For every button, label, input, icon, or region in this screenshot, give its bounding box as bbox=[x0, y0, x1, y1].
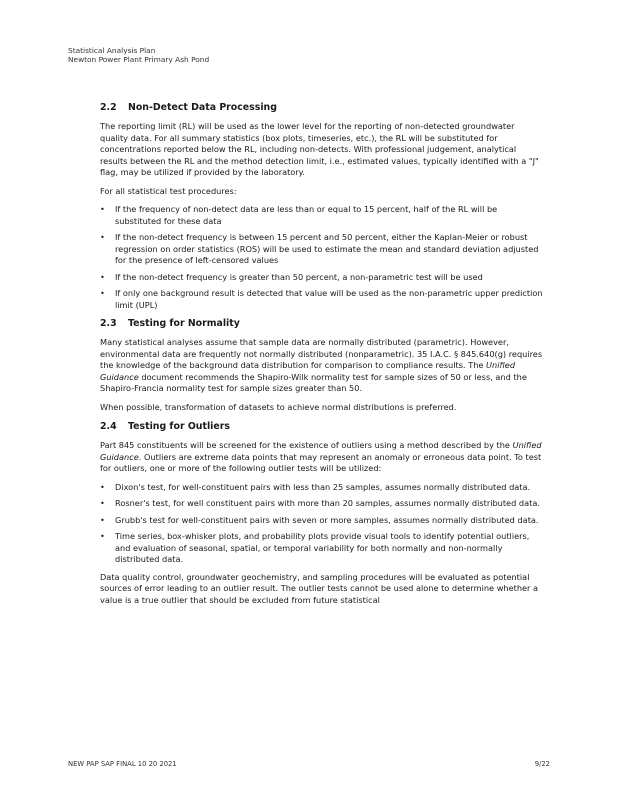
bullet-list bbox=[100, 482, 545, 566]
list-item bbox=[100, 288, 545, 311]
bullet-icon: • bbox=[100, 204, 105, 214]
bullet-icon: • bbox=[100, 271, 105, 282]
section-title: Testing for Normality bbox=[128, 318, 240, 329]
emphasis-text: Unified Guidance bbox=[100, 440, 542, 462]
list-item bbox=[100, 498, 545, 510]
paragraph: For all statistical test procedures: bbox=[100, 185, 237, 196]
list-item-text: Grubb's test for well-constituent pairs with seven or more samples, assumes normally distributed data. bbox=[115, 514, 539, 525]
section-2-3 bbox=[100, 317, 545, 413]
bullet-icon: • bbox=[100, 514, 105, 525]
bullet-icon: • bbox=[100, 531, 105, 541]
list-item-text: If the non-detect frequency is between 15 percent and 50 percent, either the Kaplan-Meier or robust regression on order statistics (ROS) will be used to estimate the mean and standard deviation adjusted for the presence of left-censored values bbox=[115, 232, 539, 265]
text-run: Part 845 constituents will be screened for the existence of outliers using a method described by the bbox=[100, 440, 513, 450]
paragraph: The reporting limit (RL) will be used as the lower level for the reporting of non-detected groundwater quality data. For all summary statistics (box plots, timeseries, etc.), the RL will be substituted for concentrations reported below the RL, including non-detects. With professional judgement, analytical results between the RL and the method detection limit, i.e., estimated values, typically identified with a "J" flag, may be utilized if provided by the laboratory. bbox=[100, 121, 539, 177]
running-header bbox=[68, 46, 209, 64]
section-heading bbox=[100, 101, 545, 114]
bullet-list bbox=[100, 204, 545, 311]
list-item bbox=[100, 232, 545, 267]
list-item-text: Dixon's test, for well-constituent pairs with less than 25 samples, assumes normally distributed data. bbox=[115, 481, 531, 492]
list-item-text: Time series, box-whisker plots, and probability plots provide visual tools to identify potential outliers, and evaluation of seasonal, spatial, or temporal variability for both normally and non-normally distributed data. bbox=[115, 531, 530, 564]
section-number: 2.4 bbox=[100, 421, 117, 432]
list-item-text: If the non-detect frequency is greater than 50 percent, a non-parametric test will be used bbox=[115, 271, 483, 282]
footer-doc-id: NEW PAP SAP FINAL 10 20 2021 bbox=[68, 760, 177, 768]
section-number: 2.3 bbox=[100, 318, 117, 329]
list-item-text: Rosner's test, for well constituent pairs with more than 20 samples, assumes normally distributed data. bbox=[115, 498, 540, 508]
header-title: Statistical Analysis Plan bbox=[68, 46, 156, 55]
text-run: . Outliers are extreme data points that may represent an anomaly or erroneous data point. To test for outliers, one or more of the following outlier tests will be utilized: bbox=[100, 451, 542, 473]
list-item-text: If only one background result is detected that value will be used as the non-parametric upper prediction limit (UPL) bbox=[115, 288, 543, 310]
paragraph bbox=[100, 337, 545, 395]
emphasis-text: Unified Guidance bbox=[100, 360, 516, 382]
list-item bbox=[100, 515, 545, 527]
section-title: Testing for Outliers bbox=[128, 421, 230, 432]
list-item bbox=[100, 482, 545, 494]
text-run: document recommends the Shapiro-Wilk normality test for sample sizes of 50 or less, and the Shapiro-Francia normality test for sample sizes greater than 50. bbox=[100, 371, 527, 393]
section-2-4 bbox=[100, 420, 545, 606]
section-number: 2.2 bbox=[100, 102, 117, 113]
paragraph: Data quality control, groundwater geochemistry, and sampling procedures will be evaluated as potential sources of error leading to an outlier result. The outlier tests cannot be used alone to determine whether a value is a true outlier that should be excluded from future statistical bbox=[100, 571, 539, 605]
list-item bbox=[100, 531, 545, 566]
bullet-icon: • bbox=[100, 288, 105, 298]
section-2-2 bbox=[100, 101, 545, 311]
list-item bbox=[100, 204, 545, 227]
list-item-text: If the frequency of non-detect data are less than or equal to 15 percent, half of the RL will be substituted for these data bbox=[115, 204, 498, 226]
list-item bbox=[100, 272, 545, 284]
bullet-icon: • bbox=[100, 232, 105, 242]
paragraph: When possible, transformation of datasets to achieve normal distributions is preferred. bbox=[100, 401, 457, 412]
bullet-icon: • bbox=[100, 498, 105, 508]
header-subtitle: Newton Power Plant Primary Ash Pond bbox=[68, 55, 210, 64]
paragraph bbox=[100, 440, 545, 475]
text-run: Many statistical analyses assume that sample data are normally distributed (parametric). However, environmental data are frequently not normally distributed (nonparametric). 35 I.A.C. § 845.640(g) requires the knowledge of the background data distribution for comparison to compliance results. The bbox=[100, 337, 543, 370]
section-heading bbox=[100, 420, 545, 433]
bullet-icon: • bbox=[100, 481, 105, 492]
section-title: Non-Detect Data Processing bbox=[128, 102, 277, 113]
document-body bbox=[100, 97, 545, 613]
section-heading bbox=[100, 317, 545, 330]
page-number: 9/22 bbox=[534, 760, 550, 768]
